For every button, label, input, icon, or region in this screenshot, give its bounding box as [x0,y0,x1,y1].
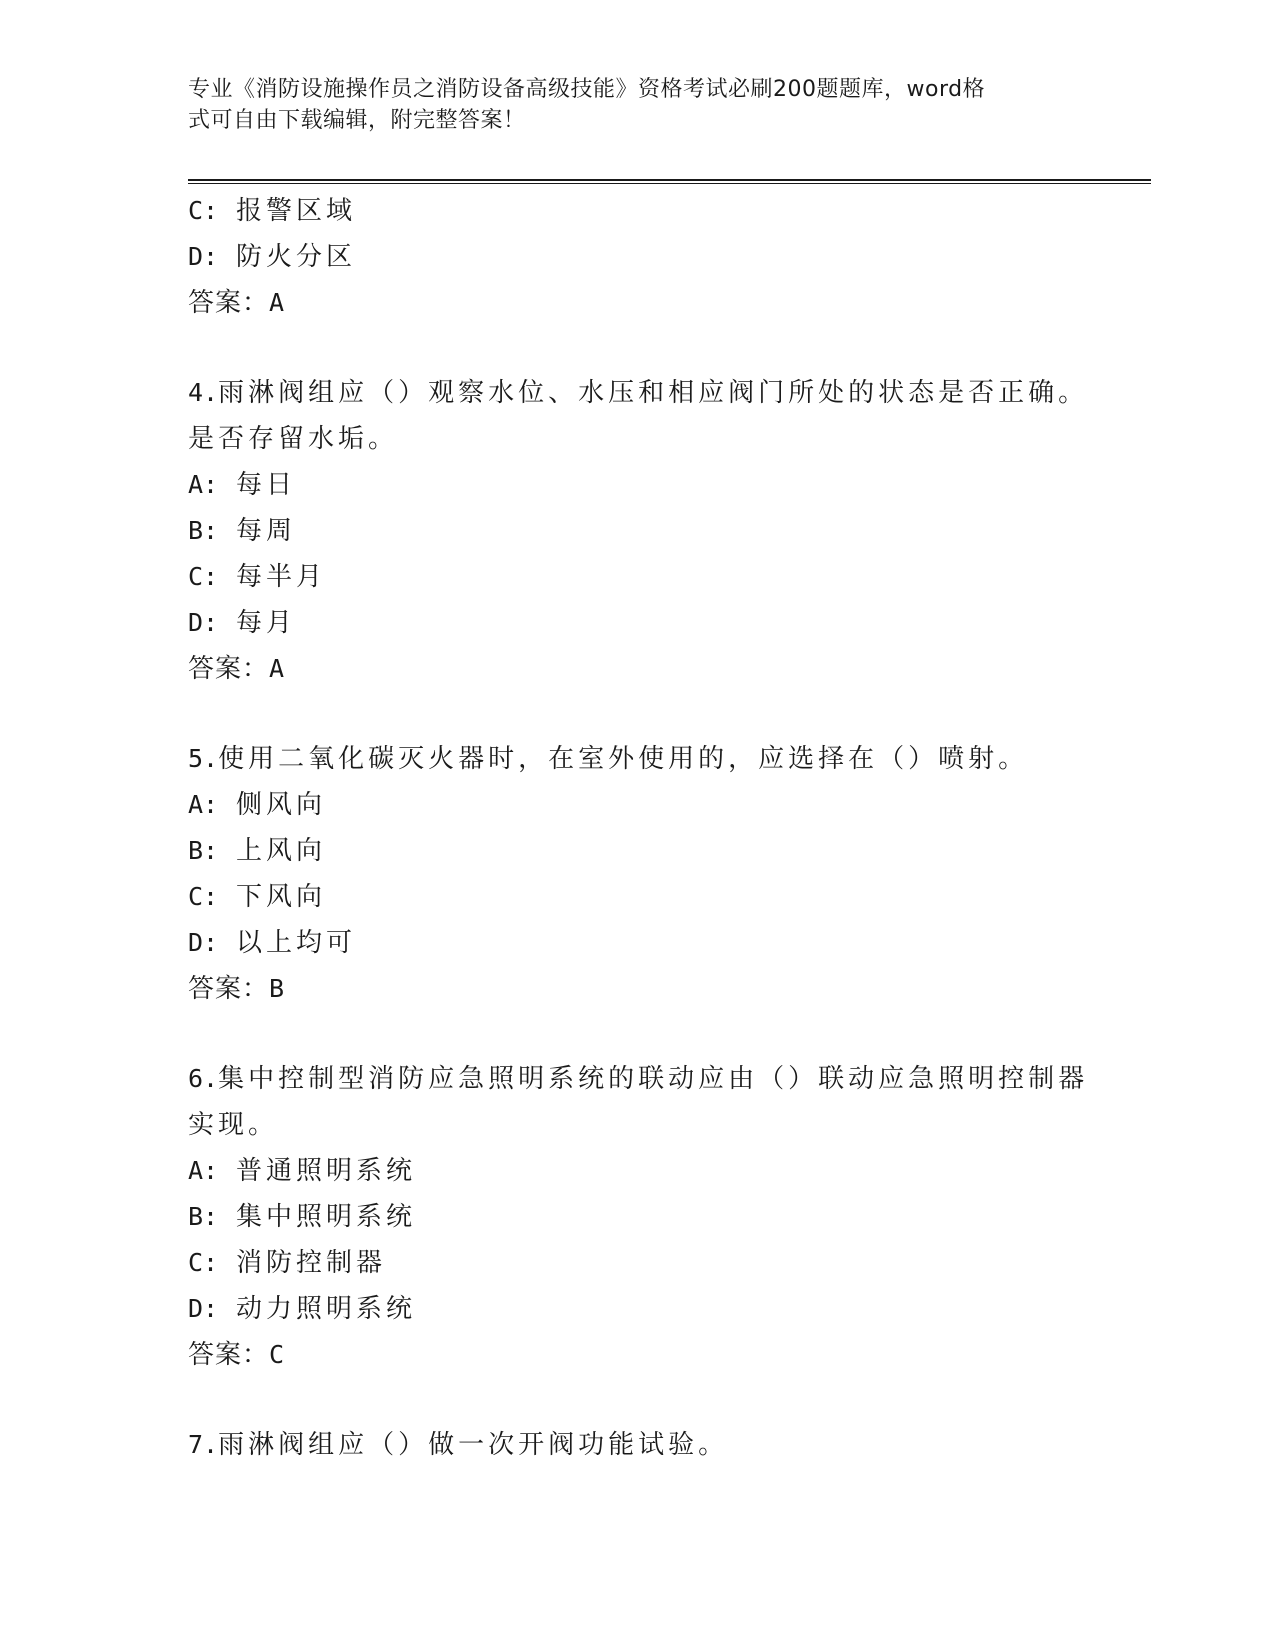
answer-line [188,966,1088,1012]
option-letter: B: [188,836,219,865]
answer-label: 答案： [188,974,270,1004]
question-3-continued [188,188,1088,326]
option-d [188,920,1088,966]
option-c [188,188,1088,234]
answer-value: C [269,1340,286,1369]
option-text: 每月 [236,608,297,638]
option-c [188,554,1088,600]
header-line-2: 式可自由下载编辑，附完整答案！ [188,108,526,133]
option-c [188,874,1088,920]
answer-value: A [269,288,286,317]
option-letter: B: [188,1202,219,1231]
question-text-line-1: 雨淋阀组应（）观察水位、水压和相应阀门所处的状态是否正确。 [218,378,1089,408]
option-c [188,1240,1088,1286]
question-text-line-1: 雨淋阀组应（）做一次开阀功能试验。 [218,1430,729,1460]
option-text: 动力照明系统 [236,1294,417,1324]
option-b [188,828,1088,874]
option-letter: D: [188,928,219,957]
answer-value: A [269,654,286,683]
option-letter: D: [188,608,219,637]
option-a [188,1148,1088,1194]
option-text: 普通照明系统 [236,1156,417,1186]
answer-label: 答案： [188,654,270,684]
answer-line [188,280,1088,326]
option-letter: C: [188,562,219,591]
answer-line [188,646,1088,692]
question-5 [188,736,1088,1012]
option-d [188,1286,1088,1332]
option-b [188,508,1088,554]
option-a [188,462,1088,508]
question-text-line-2: 是否存留水垢。 [188,424,399,454]
option-a [188,782,1088,828]
option-d [188,600,1088,646]
option-text: 防火分区 [236,242,357,272]
document-header [188,74,1068,136]
header-rule-thin [188,183,1151,184]
option-text: 每半月 [236,562,327,592]
answer-label: 答案： [188,288,270,318]
question-4 [188,370,1088,692]
option-letter: D: [188,242,219,271]
question-text [188,736,1088,782]
answer-value: B [269,974,286,1003]
question-text-line-2: 实现。 [188,1110,279,1140]
header-rule-thick [188,179,1151,181]
question-6 [188,1056,1088,1378]
answer-line [188,1332,1088,1378]
option-letter: D: [188,1294,219,1323]
option-text: 侧风向 [236,790,327,820]
question-number: 4. [188,378,219,407]
question-number: 6. [188,1064,219,1093]
question-number: 7. [188,1430,219,1459]
option-letter: C: [188,1248,219,1277]
option-letter: A: [188,790,219,819]
option-text: 消防控制器 [236,1248,387,1278]
option-text: 上风向 [236,836,327,866]
answer-label: 答案： [188,1340,270,1370]
option-b [188,1194,1088,1240]
question-text [188,370,1088,416]
option-d [188,234,1088,280]
question-number: 5. [188,744,219,773]
question-text-line-1: 集中控制型消防应急照明系统的联动应由（）联动应急照明控制器 [218,1064,1089,1094]
option-letter: A: [188,470,219,499]
option-text: 以上均可 [236,928,357,958]
option-text: 集中照明系统 [236,1202,417,1232]
header-line-1: 专业《消防设施操作员之消防设备高级技能》资格考试必刷200题题库，word格 [188,77,986,102]
option-letter: C: [188,882,219,911]
option-letter: C: [188,196,219,225]
question-list [188,188,1088,1468]
option-letter: A: [188,1156,219,1185]
option-letter: B: [188,516,219,545]
option-text: 每日 [236,470,297,500]
option-text: 下风向 [236,882,327,912]
question-text [188,1056,1088,1102]
option-text: 报警区域 [236,196,357,226]
question-7 [188,1422,1088,1468]
option-text: 每周 [236,516,297,546]
question-text [188,1422,1088,1468]
question-text-line-1: 使用二氧化碳灭火器时，在室外使用的，应选择在（）喷射。 [218,744,1029,774]
